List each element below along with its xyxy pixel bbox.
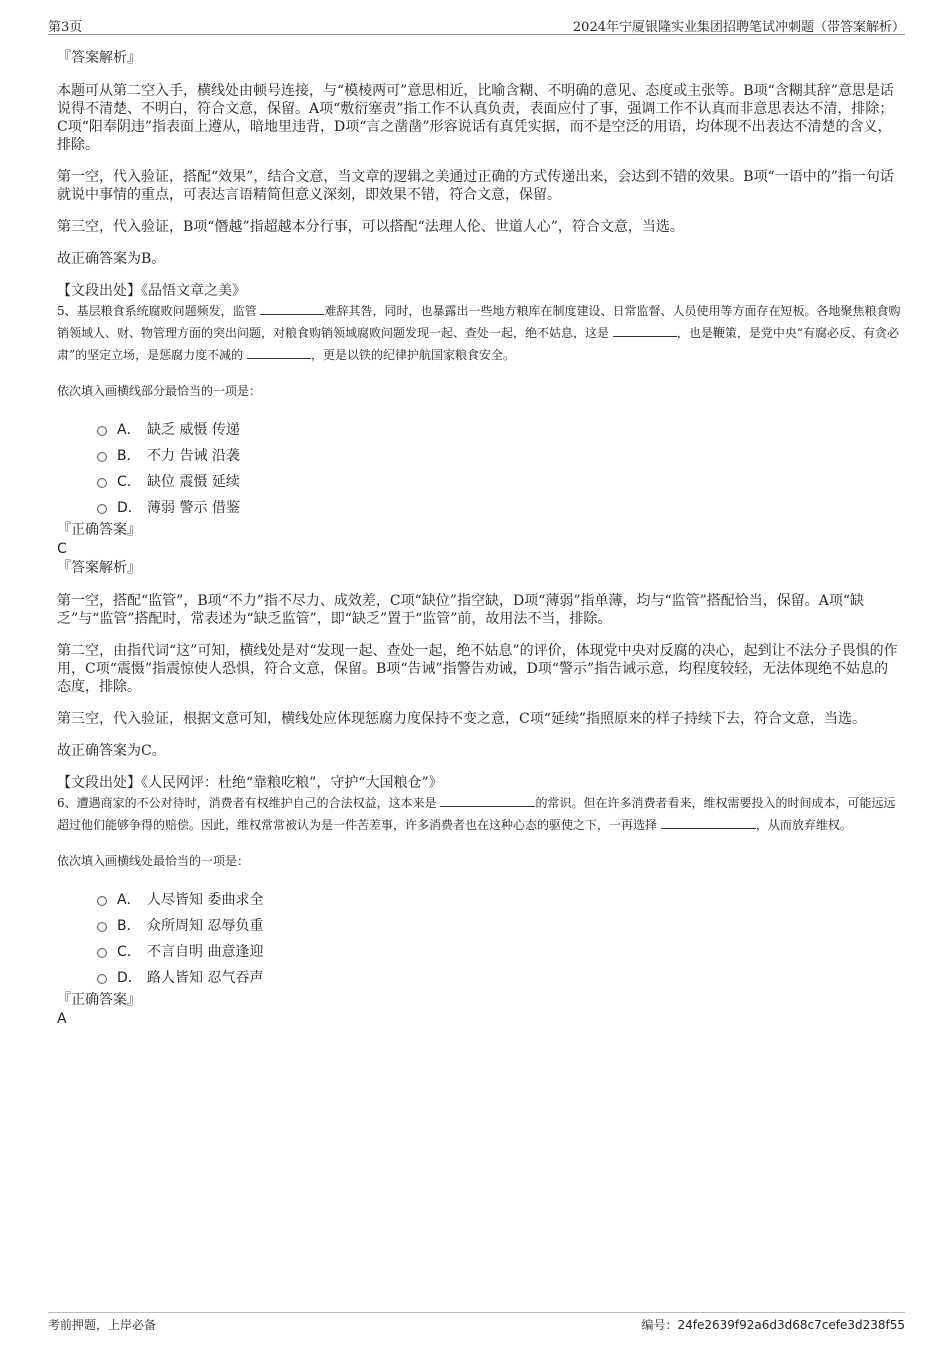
document-title: 2024年宁厦银隆实业集团招聘笔试冲刺题（带答案解析） <box>572 20 905 35</box>
analysis-marker: 『答案解析』 <box>57 560 141 576</box>
radio-icon[interactable] <box>97 974 107 984</box>
correct-answer: A <box>57 1011 67 1027</box>
page-header <box>48 14 905 35</box>
option-b[interactable]: B． 众所周知 忍辱负重 <box>97 912 902 938</box>
radio-icon[interactable] <box>97 922 107 932</box>
analysis-paragraph: 第一空，代入验证，搭配“效果”，结合文意，当文章的逻辑之美通过正确的方式传递出来，会达到不错的效果。B项“一语中的”指一句话就说中事情的重点，可表达言语精简但意义深刻，即效果不错，符合文意，保留。 <box>57 169 894 203</box>
analysis-marker: 『答案解析』 <box>57 50 141 66</box>
option-c[interactable]: C． 不言自明 曲意逢迎 <box>97 938 902 964</box>
analysis-paragraph: 第一空，搭配“监管”，B项“不力”指不尽力、成效差，C项“缺位”指空缺，D项“薄弱”指单薄，均与“监管”搭配恰当，保留。A项“缺乏”与“监管”搭配时，常表述为“缺乏监管”，即“缺乏”置于“监管”前，故用法不当，排除。 <box>57 593 865 627</box>
option-d[interactable]: D． 薄弱 警示 借鉴 <box>97 494 902 520</box>
page-number: 第3页 <box>48 20 83 35</box>
correct-answer: C <box>57 541 67 557</box>
radio-icon[interactable] <box>97 478 107 488</box>
question-5-options <box>97 416 902 520</box>
question-6-text: 6、遭遇商家的不公对待时，消费者有权维护自己的合法权益，这本来是 的常识。但在许多消费者看来，维权需要投入的时间成本，可能远远超过他们能够争得的赔偿。因此，维权常常被认为是一件苦差事，许多消费者也在这种心态的驱使之下，一再选择 ，从而放弃维权。 <box>57 796 896 832</box>
option-a[interactable]: A． 缺乏 威慑 传递 <box>97 416 902 442</box>
radio-icon[interactable] <box>97 504 107 514</box>
radio-icon[interactable] <box>97 452 107 462</box>
analysis-paragraph: 本题可从第二空入手，横线处由顿号连接，与“模棱两可”意思相近，比喻含糊、不明确的意见、态度或主张等。B项“含糊其辞”意思是话说得不清楚、不明白，符合文意，保留。A项“敷衍塞责”指工作不认真负责，表面应付了事，强调工作不认真而非意思表达不清，排除；C项“阳奉阴违”指表面上遵从，暗地里违背，D项“言之凿凿”形容说话有真凭实据，而不是空泛的用语，均体现不出表达不清楚的含义，排除。 <box>57 83 894 153</box>
answer-conclusion: 故正确答案为B。 <box>57 251 166 267</box>
correct-answer-marker: 『正确答案』 <box>57 992 141 1008</box>
question-instruction: 依次填入画横线部分最恰当的一项是： <box>57 384 262 398</box>
page-footer <box>48 1312 905 1333</box>
option-d[interactable]: D． 路人皆知 忍气吞声 <box>97 964 902 990</box>
question-instruction: 依次填入画横线处最恰当的一项是： <box>57 854 250 868</box>
option-c[interactable]: C． 缺位 震慑 延续 <box>97 468 902 494</box>
analysis-paragraph: 第三空，代入验证，B项“僭越”指超越本分行事，可以搭配“法理人伦、世道人心”，符合文意，当选。 <box>57 219 684 235</box>
fill-blank <box>247 346 311 359</box>
radio-icon[interactable] <box>97 948 107 958</box>
fill-blank <box>613 324 677 337</box>
fill-blank <box>440 794 535 807</box>
footer-slogan: 考前押题，上岸必备 <box>48 1318 157 1332</box>
question-6-options <box>97 886 902 990</box>
question-5-text: 5、基层粮食系统腐败问题频发，监管 难辞其咎，同时，也暴露出一些地方粮库在制度建设、日常监督、人员使用等方面存在短板。各地聚焦粮食购销领域人、财、物管理方面的突出问题，对粮食购销领域腐败问题发现一起、查处一起，绝不姑息，这是 ，也是鞭策，是党中央“有腐必反、有贪必肃”的坚定立场，是惩腐力度不减的 ，更是以铁的纪律护航国家粮食安全。 <box>57 304 901 362</box>
source-citation: 【文段出处】《人民网评：杜绝“靠粮吃粮”，守护“大国粮仓”》 <box>57 775 443 791</box>
document-code: 编号：24fe2639f92a6d3d68c7cefe3d238f55 <box>641 1318 905 1332</box>
fill-blank <box>260 302 324 315</box>
option-b[interactable]: B． 不力 告诫 沿袭 <box>97 442 902 468</box>
option-a[interactable]: A． 人尽皆知 委曲求全 <box>97 886 902 912</box>
radio-icon[interactable] <box>97 896 107 906</box>
fill-blank <box>661 816 756 829</box>
correct-answer-marker: 『正确答案』 <box>57 522 141 538</box>
document-body <box>57 48 902 1028</box>
analysis-paragraph: 第二空，由指代词“这”可知，横线处是对“发现一起、查处一起，绝不姑息”的评价，体现党中央对反腐的决心，起到让不法分子畏惧的作用，C项“震慑”指震惊使人恐惧，符合文意，保留。B项“告诫”指警告劝诫，D项“警示”指告诫示意，均程度较轻，无法体现绝不姑息的态度，排除。 <box>57 643 898 695</box>
source-citation: 【文段出处】《品悟文章之美》 <box>57 283 246 299</box>
answer-conclusion: 故正确答案为C。 <box>57 743 166 759</box>
analysis-paragraph: 第三空，代入验证，根据文意可知，横线处应体现惩腐力度保持不变之意，C项“延续”指照原来的样子持续下去，符合文意，当选。 <box>57 711 867 727</box>
radio-icon[interactable] <box>97 426 107 436</box>
